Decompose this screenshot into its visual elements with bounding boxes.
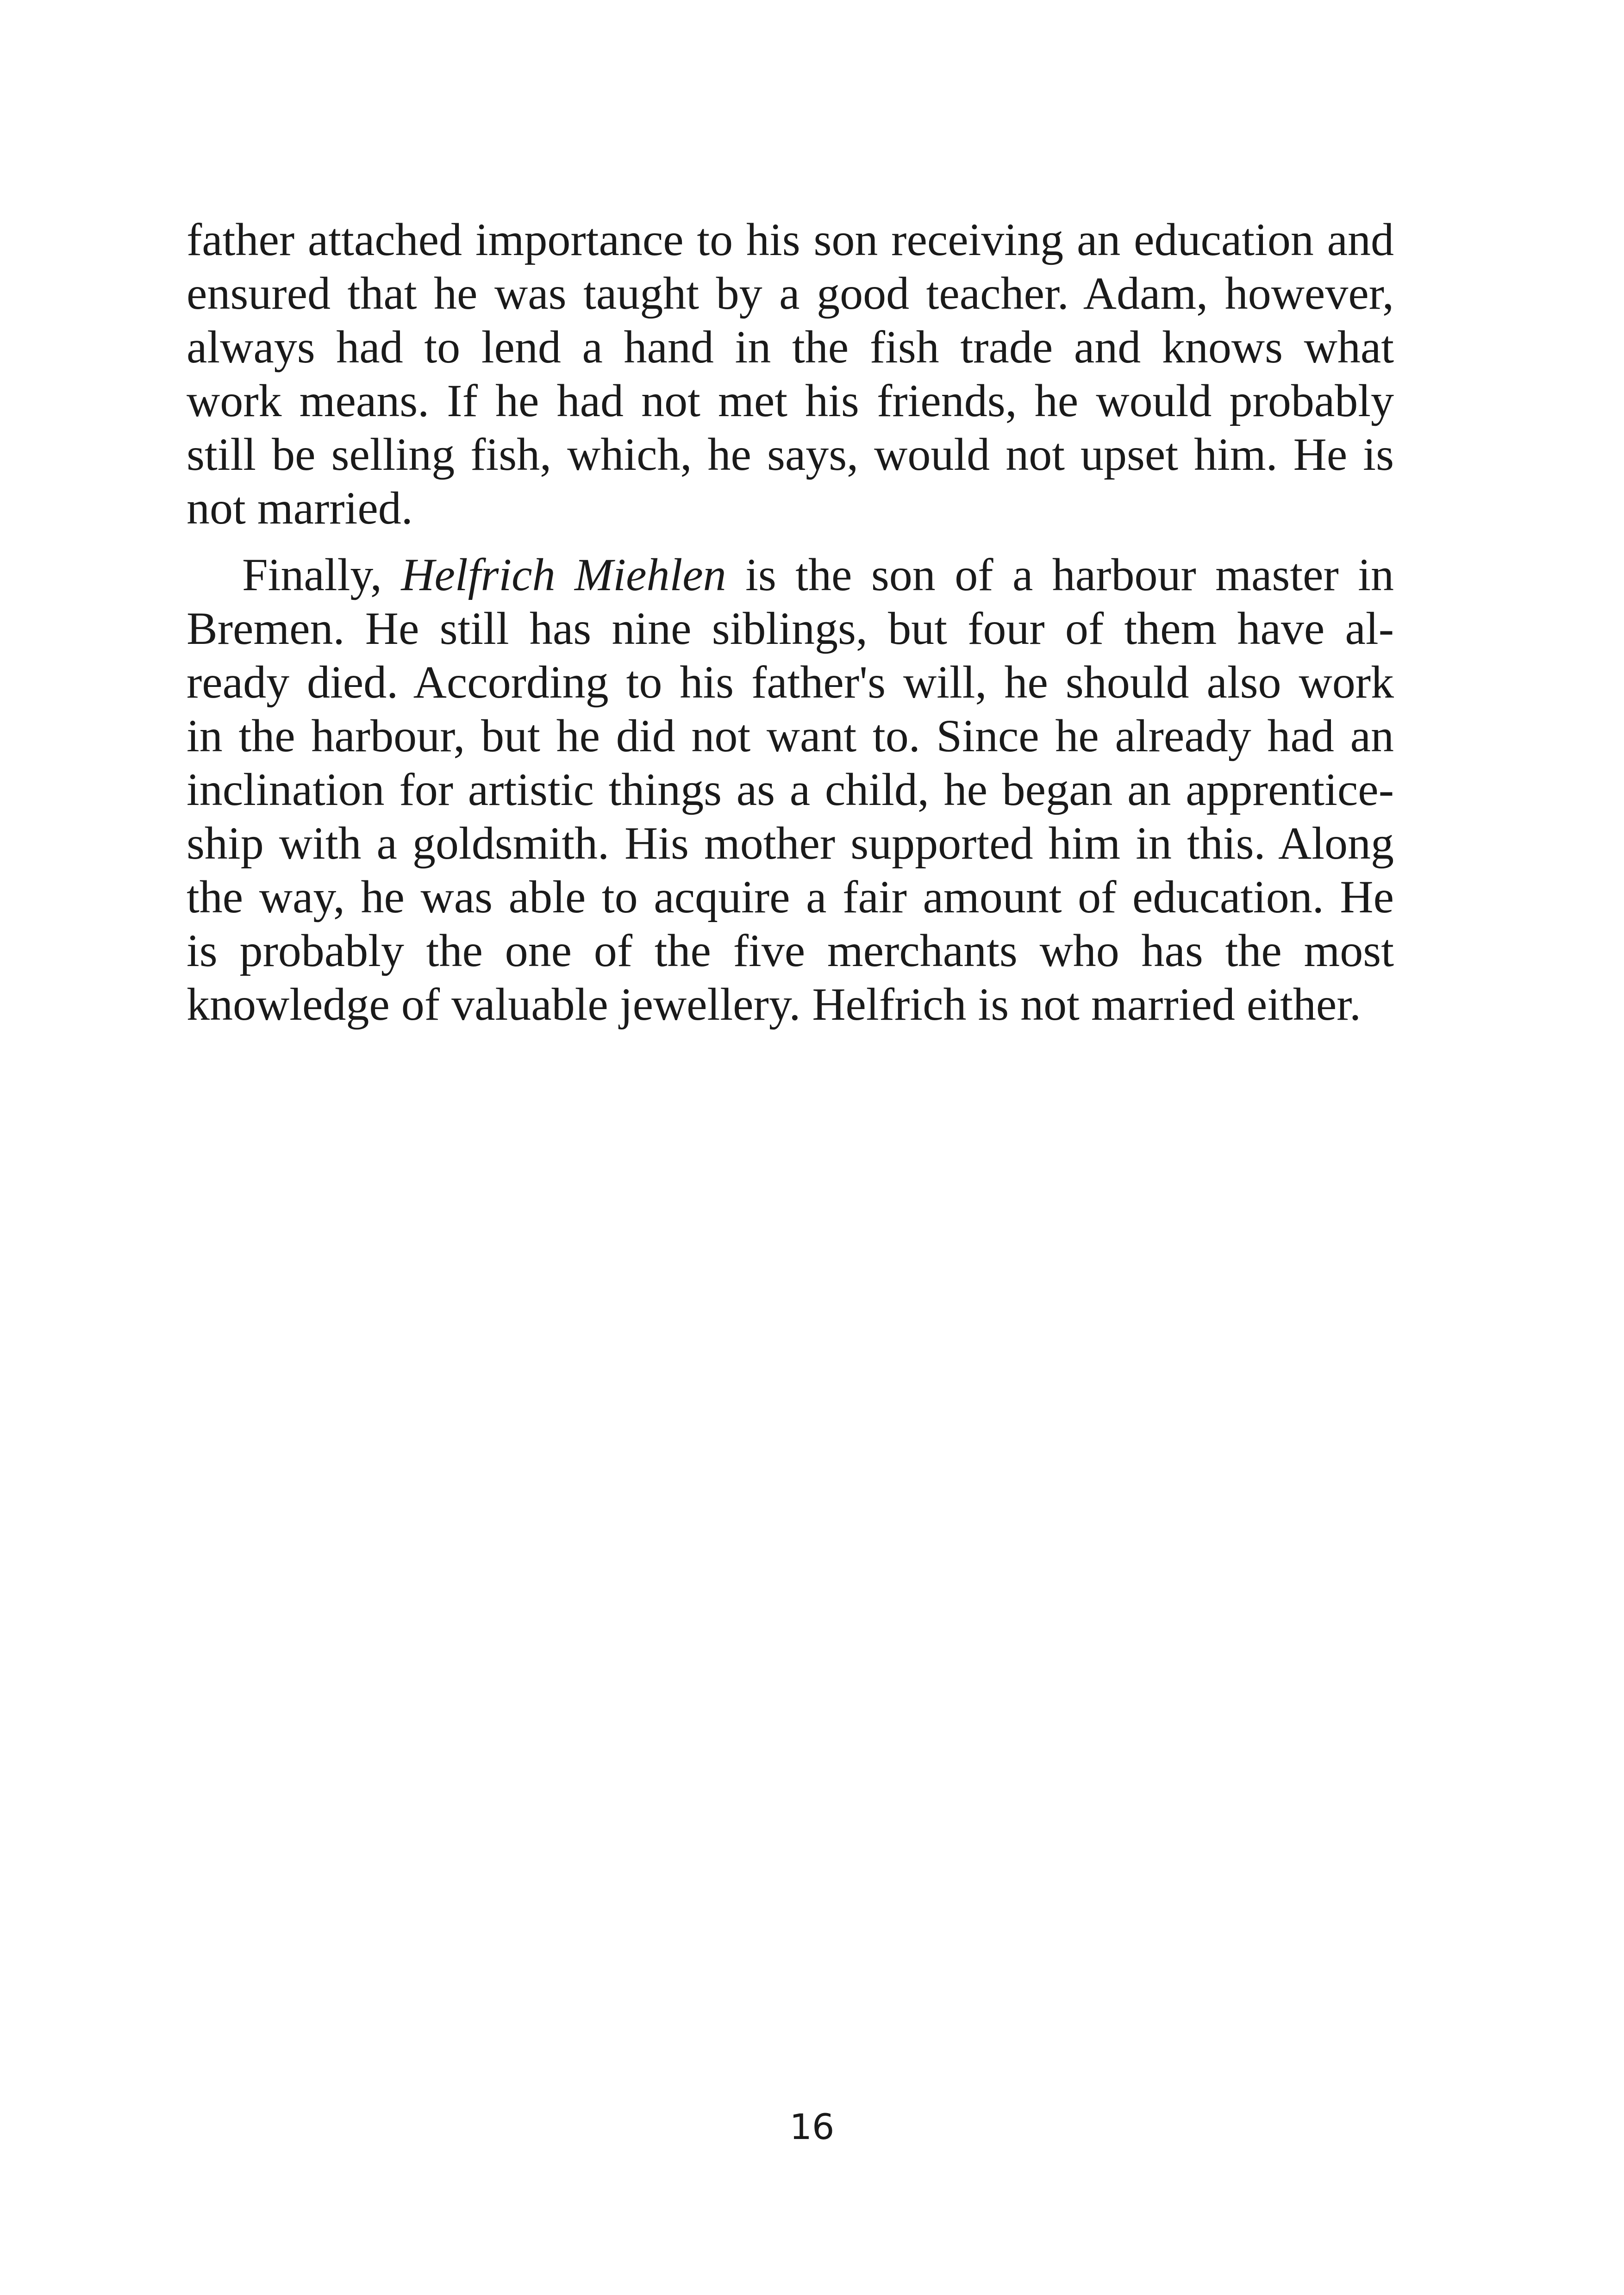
paragraph-line: always had to lend a hand in the fish trade and knows what <box>187 321 1394 373</box>
character-name: Helfrich Miehlen <box>401 549 726 600</box>
paragraph-line: work means. If he had not met his friends, he would probably <box>187 375 1394 426</box>
paragraph-line: ready died. According to his father's will, he should also work <box>187 656 1394 708</box>
paragraph-line: inclination for artistic things as a child, he began an apprentice- <box>187 764 1394 815</box>
paragraph-helfrich <box>187 548 1394 1031</box>
paragraph-line-prefix: Finally, <box>242 549 401 600</box>
paragraph-line: Bremen. He still has nine siblings, but four of them have al- <box>187 603 1394 654</box>
paragraph-line: still be selling fish, which, he says, would not upset him. He is <box>187 429 1394 480</box>
paragraph-line: knowledge of valuable jewellery. Helfrich is not married either. <box>187 979 1362 1030</box>
paragraph-adam <box>187 213 1394 535</box>
page-number: 16 <box>789 2106 835 2147</box>
paragraph-line: is probably the one of the five merchants who has the most <box>187 925 1394 976</box>
paragraph-line: ship with a goldsmith. His mother supported him in this. Along <box>187 817 1394 869</box>
body-text <box>187 213 1394 1031</box>
paragraph-line-suffix: is the son of a harbour master in <box>726 549 1394 600</box>
paragraph-spacer <box>187 535 1394 548</box>
paragraph-line: ensured that he was taught by a good teacher. Adam, however, <box>187 268 1394 319</box>
paragraph-first-line <box>187 548 1394 602</box>
paragraph-line: father attached importance to his son receiving an education and <box>187 214 1394 265</box>
paragraph-line: the way, he was able to acquire a fair amount of education. He <box>187 871 1394 923</box>
paragraph-line: in the harbour, but he did not want to. Since he already had an <box>187 710 1394 761</box>
paragraph-line: not married. <box>187 482 413 534</box>
